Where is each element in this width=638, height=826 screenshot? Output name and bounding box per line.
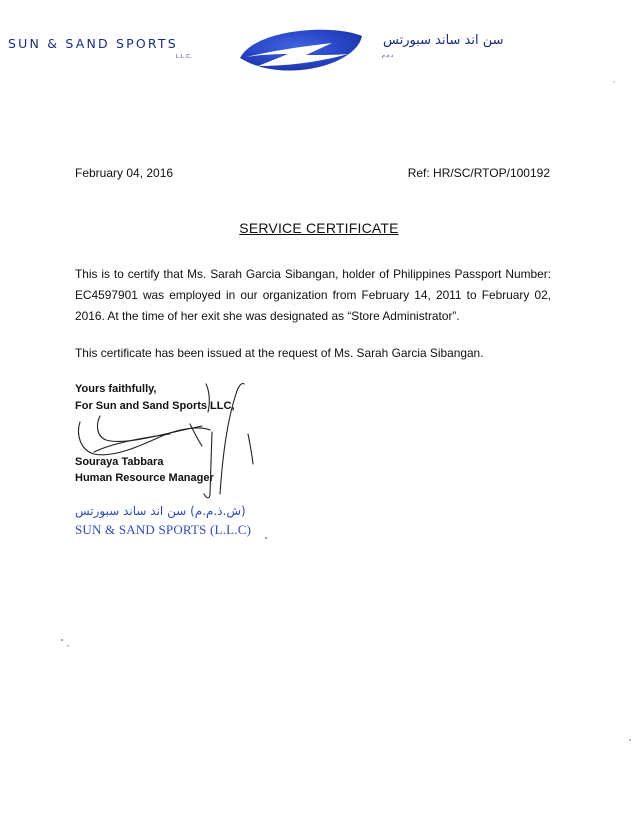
brand-llc-label: L.L.C.	[176, 54, 193, 60]
signatory-name: Souraya Tabbara	[75, 456, 164, 468]
certificate-body-paragraph: This is to certify that Ms. Sarah Garcia Sibangan, holder of Philippines Passport Number: EC4597901 was employed in our organization from February 14, 2011 to February 02, 2016. At the time of her exit she was designated as “Store Administrator”.	[75, 267, 551, 323]
brand-arabic-suffix: ذ.م.م	[382, 53, 394, 59]
signatory-title: Human Resource Manager	[75, 472, 214, 484]
letter-reference: Ref: HR/SC/RTOP/100192	[407, 166, 550, 180]
closing-salutation: Yours faithfully,	[75, 383, 157, 395]
company-stamp-english: SUN & SAND SPORTS (L.L.C)	[75, 522, 252, 537]
letter-date: February 04, 2016	[75, 166, 174, 180]
company-stamp-arabic: (ش.ذ.م.م) سن اند ساند سبورتس	[75, 504, 246, 518]
brand-name-arabic: سن اند ساند سبورتس	[383, 33, 504, 48]
brand-name-english: SUN & SAND SPORTS	[8, 36, 178, 51]
document-title: SERVICE CERTIFICATE	[239, 220, 399, 236]
closing-company-line: For Sun and Sand Sports LLC,	[75, 400, 235, 412]
request-statement-paragraph: This certificate has been issued at the request of Ms. Sarah Garcia Sibangan.	[75, 346, 484, 360]
company-logo-icon	[236, 22, 366, 84]
